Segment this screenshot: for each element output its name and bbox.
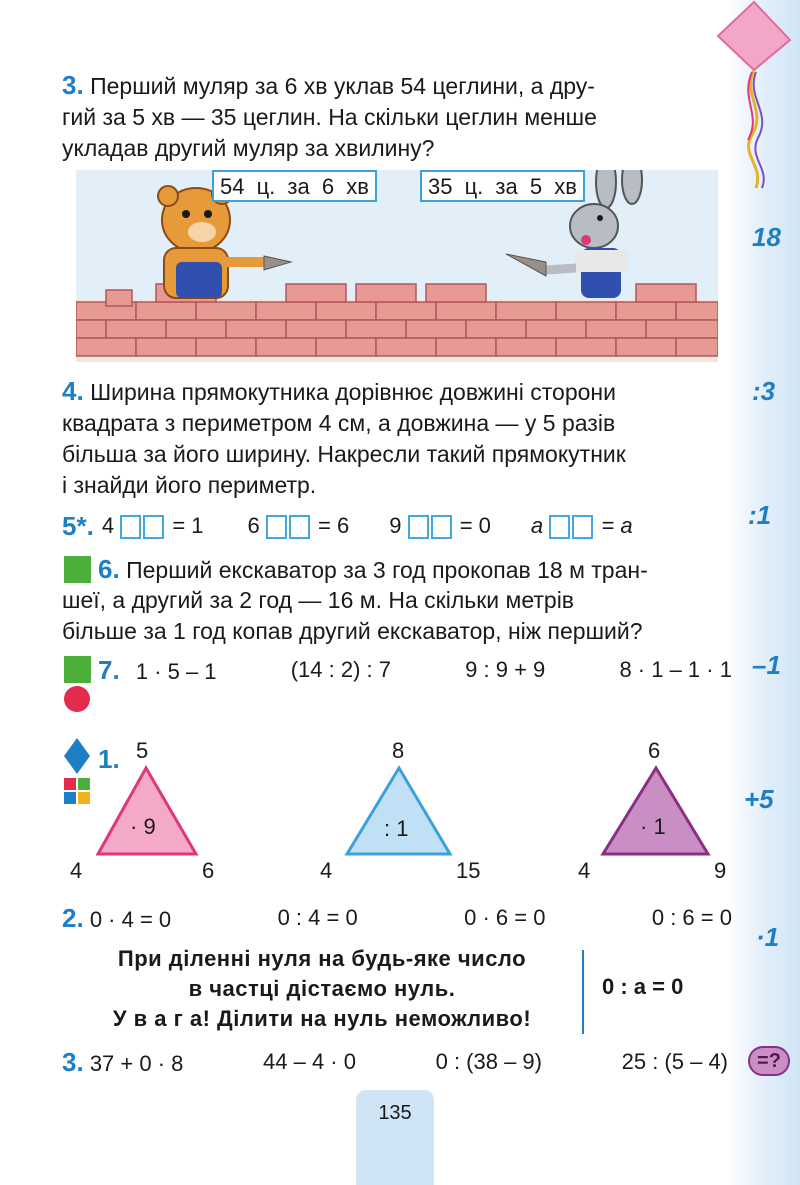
- task6-line1: Перший екскаватор за 3 год прокопав 18 м тран-: [126, 557, 648, 583]
- rule-text: [62, 944, 582, 1034]
- task5-item-left: 9: [389, 512, 402, 538]
- triangle-1: [96, 764, 200, 858]
- diamond-marker-icon: [64, 738, 90, 774]
- task6-number: 6.: [98, 554, 120, 584]
- task5-item-left: 4: [101, 512, 115, 538]
- task6-text: [98, 554, 732, 586]
- triangle-3-op: · 1: [640, 814, 666, 839]
- task7-item: 9 : 9 + 9: [465, 657, 546, 682]
- task3b-item: 0 : (38 – 9): [435, 1049, 542, 1074]
- side-label-mul1: ·1: [756, 922, 780, 952]
- task3b-item: 25 : (5 – 4): [621, 1049, 728, 1074]
- task3-line2: гий за 5 хв — 35 цеглин. На скільки цеглин менше: [62, 104, 597, 130]
- red-circle-marker: [64, 686, 90, 712]
- rule-line2: в частці дістаємо нуль.: [188, 976, 456, 1001]
- task6-line3: більше за 1 год копав другий екскаватор, ніж перший?: [62, 618, 643, 644]
- answer-box[interactable]: [266, 515, 287, 539]
- task2-number: 2.: [62, 902, 84, 933]
- task7-number: 7.: [98, 654, 120, 685]
- answer-box[interactable]: [289, 515, 310, 539]
- rule-line1: При діленні нуля на будь-яке число: [117, 946, 527, 971]
- triangle-3-top: 6: [648, 738, 661, 763]
- illustration-label-left: 54 ц. за 6 хв: [212, 170, 377, 202]
- triangle-1-left: 4: [70, 858, 83, 883]
- color-squares-icon: [64, 778, 90, 804]
- triangle-2-left: 4: [320, 858, 333, 883]
- triangle-3: [600, 764, 712, 858]
- task3b-item: 44 – 4 · 0: [263, 1049, 356, 1074]
- task5-number: 5*.: [62, 510, 94, 541]
- task7-item: 8 · 1 – 1 · 1: [619, 657, 732, 682]
- task5-item-right: = 0: [459, 512, 491, 538]
- task5-item: [102, 513, 204, 539]
- task7-row: [98, 654, 732, 686]
- triangle-3-left: 4: [578, 858, 591, 883]
- rule-box: [62, 944, 732, 1036]
- task5-item-right: = 1: [172, 512, 204, 538]
- task3b-item: 37 + 0 · 8: [89, 1050, 184, 1076]
- answer-box[interactable]: [431, 515, 452, 539]
- check-question-icon: =?: [748, 1046, 790, 1076]
- triangle-3-right: 9: [714, 858, 727, 883]
- task4-number: 4.: [62, 376, 84, 406]
- side-label-div1: :1: [748, 500, 772, 530]
- side-label-minus1: –1: [752, 650, 781, 680]
- task6-line2: шеї, а другий за 2 год — 16 м. На скільки метрів: [62, 587, 575, 613]
- page-number-tab: [356, 1090, 434, 1185]
- task5-item-left: 6: [247, 512, 260, 538]
- triangle-2-op: : 1: [384, 816, 409, 841]
- task2-item: 0 : 4 = 0: [277, 905, 358, 930]
- side-label-plus5: +5: [744, 784, 774, 814]
- task5-item-right: = 6: [318, 512, 350, 538]
- task4-line4: і знайди його периметр.: [62, 472, 317, 498]
- task5-item-left: a: [530, 512, 544, 538]
- triangle-2-right: 15: [456, 858, 481, 883]
- side-label-18: 18: [752, 222, 781, 252]
- task3-number: 3.: [62, 70, 84, 100]
- task3b-number: 3.: [62, 1046, 84, 1077]
- task2-item: 0 · 6 = 0: [464, 905, 546, 930]
- task3-line1: Перший муляр за 6 хв уклав 54 цеглини, а дру-: [90, 73, 595, 99]
- rule-formula: 0 : a = 0: [602, 974, 684, 999]
- green-square-marker: [64, 556, 91, 583]
- task3-line3: укладав другий муляр за хвилину?: [62, 135, 435, 161]
- task5-item: [531, 513, 633, 539]
- triangle-2-top: 8: [392, 738, 405, 763]
- rule-line3: У в а г а! Ділити на нуль неможливо!: [112, 1006, 532, 1031]
- task5-item-right: = a: [601, 512, 633, 538]
- task6-continued: [62, 585, 732, 647]
- task2-item: 0 · 4 = 0: [89, 906, 172, 932]
- rule-divider: [582, 950, 584, 1034]
- task7-item: (14 : 2) : 7: [290, 657, 391, 682]
- side-label-div3: :3: [752, 376, 776, 406]
- task1-number: 1.: [98, 744, 120, 774]
- bricklayers-illustration: [76, 170, 718, 362]
- task5-item: [389, 513, 491, 539]
- task5-row: [62, 510, 732, 542]
- task2-item: 0 : 6 = 0: [651, 905, 732, 930]
- task4-line1: Ширина прямокутника дорівнює довжині сторони: [90, 379, 616, 405]
- answer-box[interactable]: [408, 515, 429, 539]
- task3-text: [62, 70, 732, 164]
- triangle-1-op: · 9: [130, 814, 156, 839]
- illustration-label-right: 35 ц. за 5 хв: [420, 170, 585, 202]
- answer-box[interactable]: [143, 515, 164, 539]
- green-square-marker: [64, 656, 91, 683]
- task5-item: [248, 513, 350, 539]
- answer-box[interactable]: [549, 515, 570, 539]
- task2-row: [62, 902, 732, 934]
- triangle-3-shape: [603, 768, 708, 854]
- task2-lead: [62, 903, 171, 934]
- task4-text: [62, 376, 732, 501]
- task4-line3: більша за його ширину. Накресли такий прямокутник: [62, 441, 626, 467]
- task3b-row: [62, 1046, 728, 1078]
- answer-box[interactable]: [572, 515, 593, 539]
- task7-lead: [98, 655, 217, 686]
- answer-box[interactable]: [120, 515, 141, 539]
- triangle-1-right: 6: [202, 858, 215, 883]
- triangle-1-top: 5: [136, 738, 149, 763]
- task3b-lead: [62, 1047, 183, 1078]
- task7-item: 1 · 5 – 1: [135, 658, 217, 684]
- triangle-1-shape: [98, 768, 196, 854]
- triangle-2: [344, 764, 454, 858]
- page-number: 135: [378, 1102, 412, 1124]
- task4-line2: квадрата з периметром 4 см, а довжина — у 5 разів: [62, 410, 616, 436]
